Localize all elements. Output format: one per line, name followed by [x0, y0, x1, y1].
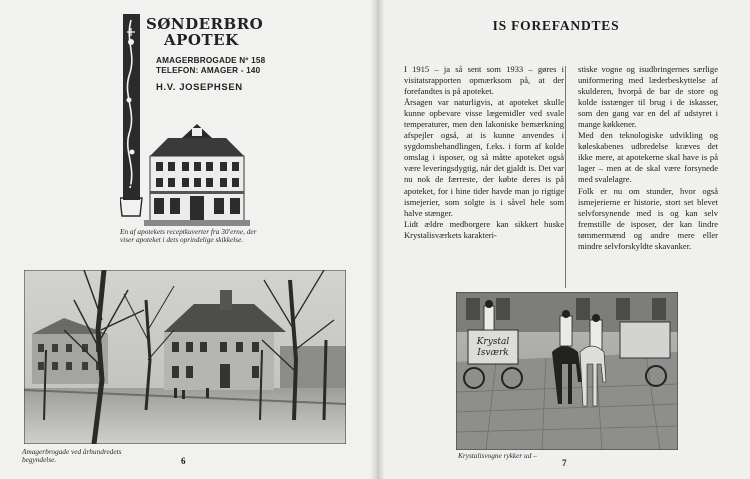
wagon-sign-text-2: Isværk — [477, 348, 509, 358]
pharmacy-address: AMAGERBROGADE Nº 158 — [156, 56, 266, 65]
text-column-left — [404, 64, 564, 241]
wagon-sign-text-1: Krystal — [476, 337, 510, 347]
paragraph: stiske vogne og isudbringernes særlige uniformering med læderbeskyttelse af skulderen, hvorpå de bar de store og kolde isstænger til brug i de iskasser, som den gang var en del af udstyret i mange køkkener. — [578, 64, 718, 130]
ice-wagon-photo — [456, 292, 678, 450]
paragraph: Årsagen var naturligvis, at apoteket skulle kunne opbevare visse lægemidler ved svale temperaturer, men den lakoniske bemærkning afspejler også, at is kunne anvendes i sygdomsbehandlingen, f.eks. i form af kolde omslag i isposer, og så måtte apoteket også være leveringsdygtig, når det gjaldt is. Det var nu nok de færreste, der købte deres is på apoteket, for i hine tider havde man jo rigtige ismejerier, som solgte is i såvel hele som halve stænger. — [404, 97, 564, 218]
street-photo-amagerbrogade — [24, 270, 346, 444]
paragraph: I 1915 – ja så sent som 1933 – gøres i visitatsrapporten opmærksom på, at der forefandtes is på apoteket. — [404, 64, 564, 97]
prescription-envelope-label — [120, 12, 266, 226]
pharmacy-name-line1: SØNDERBRO — [146, 15, 264, 33]
street-photo-caption: Amagerbrogade ved århundredets begyndelse. — [22, 447, 122, 465]
pharmacy-building-engraving — [144, 122, 250, 226]
page-number-left: 6 — [181, 456, 186, 466]
chapter-heading: IS FOREFANDTES — [492, 18, 620, 33]
print-mark: · · · · — [230, 219, 239, 224]
pharmacy-phone: TELEFON: AMAGER - 140 — [156, 66, 261, 75]
column-divider — [565, 66, 566, 288]
pharmacy-owner: H.V. JOSEPHSEN — [156, 82, 243, 93]
paragraph: Folk er nu om stunder, hvor også ismejerierne er historie, stort set blevet selvforsynende med is og kan selv fremstille de isposer, der kan lindre tømmermænd og andre mere eller mindre selvforskyldte skavanker. — [578, 185, 718, 251]
text-column-right — [578, 64, 718, 252]
ice-wagon-caption: Krystalisvogne rykker ud – — [458, 451, 537, 460]
book-gutter — [370, 0, 384, 479]
pharmacy-name-line2: APOTEK — [164, 31, 239, 49]
paragraph: Lidt ældre medborgere kan sikkert huske Krystalisværkets karakteri- — [404, 218, 564, 240]
page-number-right: 7 — [562, 458, 567, 468]
art-nouveau-ornament — [120, 12, 144, 222]
paragraph: Med den teknologiske udvikling og køleskabenes udbredelse kræves det ikke mere, at apotekerne skal have is på lager – men at de skal være forsynede med svalelagre. — [578, 130, 718, 185]
label-caption: En af apotekets receptkuverter fra 30'erne, der viser apoteket i dets oprindelige skikkelse. — [120, 227, 257, 245]
pharmacy-name — [146, 16, 263, 48]
